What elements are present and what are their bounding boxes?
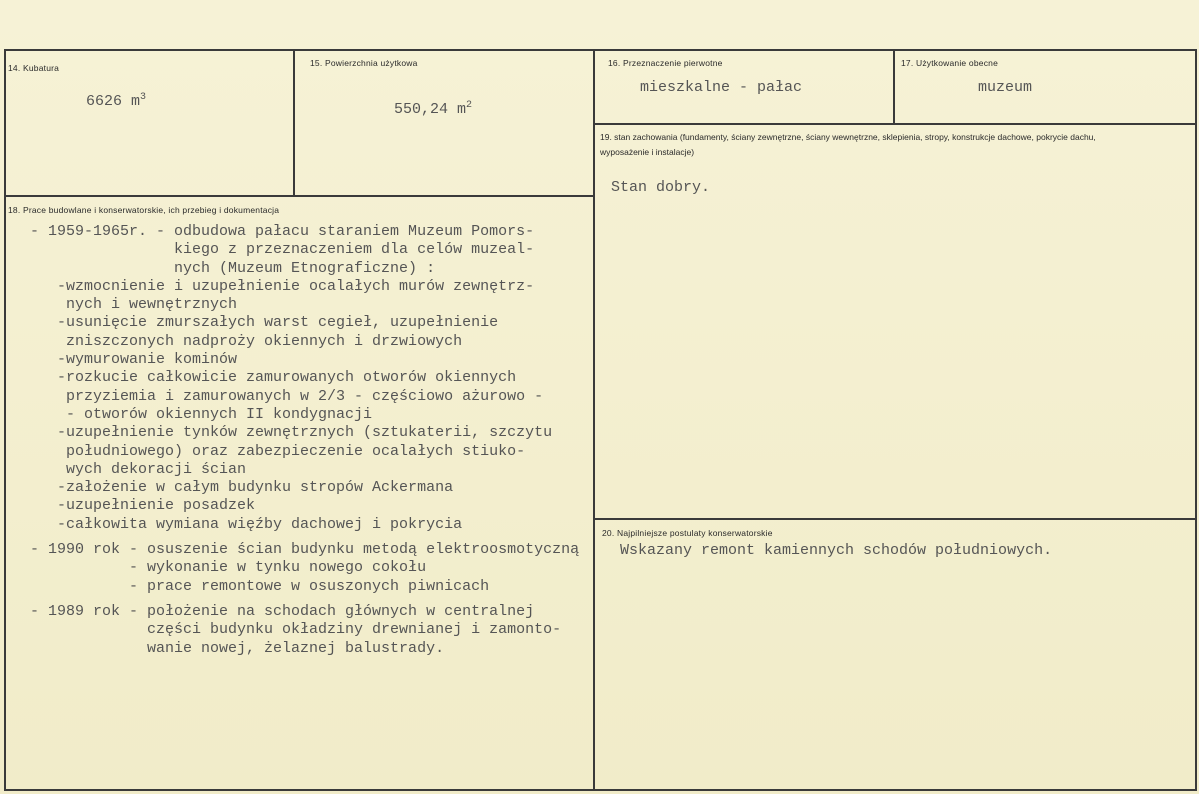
divider-16-17 (893, 49, 895, 124)
center-divider (593, 49, 595, 791)
works-line: - otworów okiennych II kondygnacji (30, 405, 373, 423)
works-line (30, 596, 579, 603)
field14-number: 6626 m (86, 93, 141, 110)
bottom-border (4, 789, 1197, 791)
works-line: -założenie w całym budynku stropów Ackermana (30, 479, 454, 497)
works-line: -uzupełnienie tynków zewnętrznych (sztukaterii, szczytu (30, 424, 553, 442)
field17-label: 17. Użytkowanie obecne (901, 58, 999, 68)
field17-value: muzeum (978, 79, 1033, 96)
right-border (1195, 49, 1197, 791)
field16-label: 16. Przeznaczenie pierwotne (608, 58, 723, 68)
works-line: - 1989 rok - położenie na schodach głównych w centralnej (30, 602, 535, 620)
field20-value: Wskazany remont kamiennych schodów południowych. (620, 542, 1053, 559)
field18-label: 18. Prace budowlane i konserwatorskie, ich przebieg i dokumentacja (8, 205, 280, 215)
field15-number: 550,24 m (394, 101, 467, 118)
field20-label: 20. Najpilniejsze postulaty konserwatorskie (602, 528, 773, 538)
works-line: -całkowita wymiana więźby dachowej i pokrycia (30, 515, 463, 533)
field15-label: 15. Powierzchnia użytkowa (310, 58, 418, 68)
row1-bottom-left (4, 195, 594, 197)
works-line: -uzupełnienie posadzek (30, 497, 256, 515)
field14-label: 14. Kubatura (8, 63, 60, 73)
row1-bottom-right (594, 123, 1197, 125)
field14-unit-exponent: 3 (140, 92, 147, 103)
works-line: kiego z przeznaczeniem dla celów muzeal- (30, 241, 535, 259)
field19-value: Stan dobry. (611, 179, 711, 196)
field19-label: 19. stan zachowania (fundamenty, ściany zewnętrzne, ściany wewnętrzne, sklepienia, stropy, konstrukcje dachowe, pokrycie dachu, wyposażenie i instalacje) (600, 132, 1096, 157)
works-line: przyziemia i zamurowanych w 2/3 - częściowo ażurowo - (30, 387, 544, 405)
field15-unit-exponent: 2 (466, 100, 473, 111)
field20-top-border (594, 518, 1197, 520)
works-line: -wzmocnienie i uzupełnienie ocalałych murów zewnętrz- (30, 277, 535, 295)
field15-value (394, 100, 472, 118)
works-line: -rozkucie całkowicie zamurowanych otworów okiennych (30, 369, 517, 387)
works-line: - 1959-1965r. - odbudowa pałacu staraniem Muzeum Pomors- (30, 223, 535, 240)
works-line: nych i wewnętrznych (30, 296, 238, 314)
left-border (4, 49, 6, 791)
works-line: -wymurowanie kominów (30, 351, 238, 369)
top-border (4, 49, 1197, 51)
works-line: - prace remontowe w osuszonych piwnicach (30, 577, 490, 595)
field14-value (86, 92, 146, 110)
works-line: wych dekoracji ścian (30, 460, 247, 478)
field16-value: mieszkalne - pałac (640, 79, 803, 96)
divider-14-15 (293, 49, 295, 196)
works-line: - 1990 rok - osuszenie ścian budynku metodą elektroosmotyczną (30, 541, 580, 559)
works-line: wanie nowej, żelaznej balustrady. (30, 639, 445, 657)
works-line: nych (Muzeum Etnograficzne) : (30, 259, 436, 277)
works-line: południowego) oraz zabezpieczenie ocalałych stiuko- (30, 442, 526, 460)
works-line: - wykonanie w tynku nowego cokołu (30, 559, 427, 577)
works-list (30, 223, 579, 658)
works-line (30, 534, 579, 541)
works-line: -usunięcie zmurszałych warst cegieł, uzupełnienie (30, 314, 499, 332)
works-line: części budynku okładziny drewnianej i zamonto- (30, 621, 562, 639)
works-line: zniszczonych nadproży okiennych i drzwiowych (30, 332, 463, 350)
